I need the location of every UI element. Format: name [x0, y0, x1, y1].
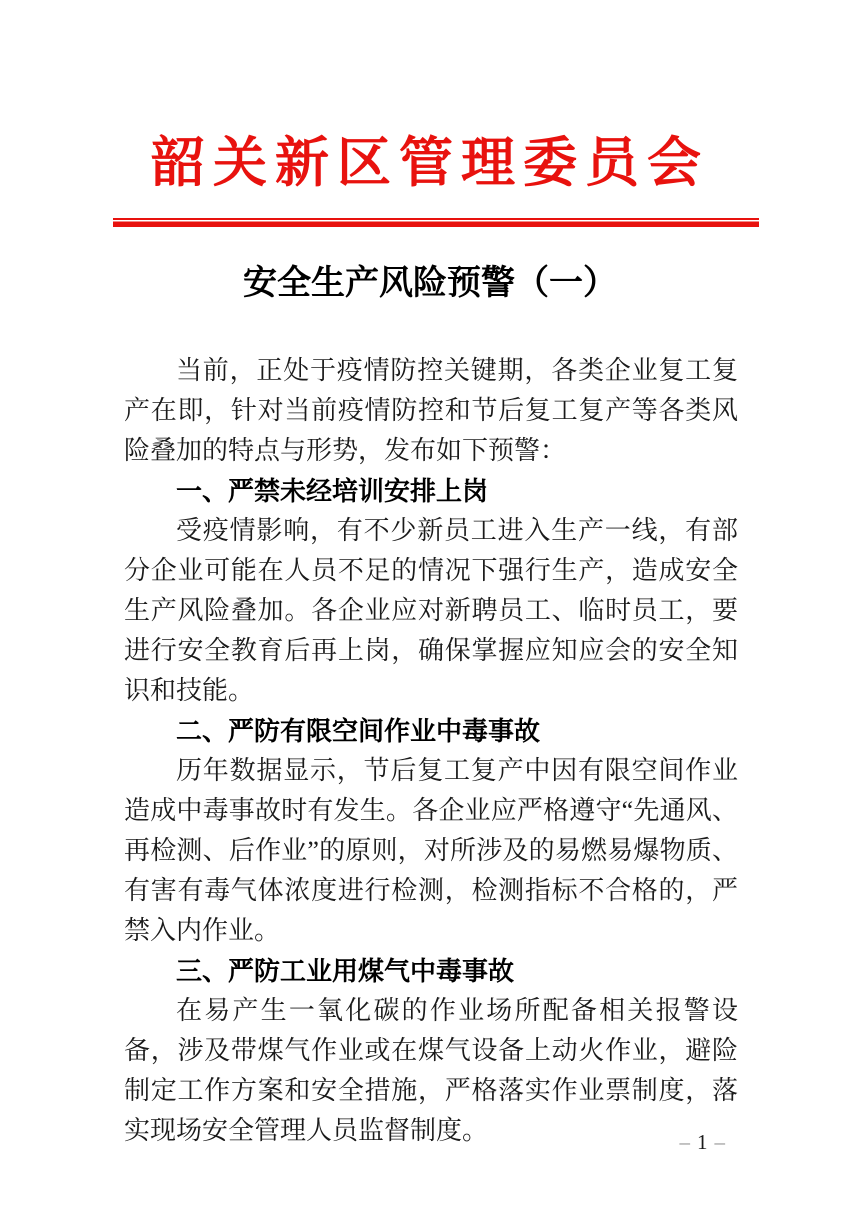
section-1-body: 受疫情影响，有不少新员工进入生产一线，有部分企业可能在人员不足的情况下强行生产，造成安全生产风险叠加。各企业应对新聘员工、临时员工，要进行安全教育后再上岗，确保掌握应知应会的安全知识和技能。	[124, 516, 738, 705]
section-2-body: 历年数据显示，节后复工复产中因有限空间作业造成中毒事故时有发生。各企业应严格遵守“先通风、再检测、后作业”的原则，对所涉及的易燃易爆物质、有害有毒气体浓度进行检测，检测指标不合格的，严禁入内作业。	[124, 756, 738, 945]
letterhead-title: 韶关新区管理委员会	[151, 133, 709, 193]
document-title: 安全生产风险预警（一）	[243, 265, 617, 302]
section-3-body: 在易产生一氧化碳的作业场所配备相关报警设备，涉及带煤气作业或在煤气设备上动火作业，避险制定工作方案和安全措施，严格落实作业票制度，落实现场安全管理人员监督制度。	[124, 996, 738, 1145]
section-1-heading: 一、严禁未经培训安排上岗	[176, 476, 489, 506]
section-3-heading: 三、严防工业用煤气中毒事故	[176, 956, 515, 986]
intro-paragraph: 当前，正处于疫情防控关键期，各类企业复工复产在即，针对当前疫情防控和节后复工复产等各类风险叠加的特点与形势，发布如下预警：	[124, 356, 738, 465]
page-number-value: 1	[697, 1130, 708, 1154]
page-number-dash-left: –	[679, 1130, 690, 1154]
document-body	[124, 351, 738, 1151]
section-2-heading: 二、严防有限空间作业中毒事故	[176, 716, 541, 746]
page-number-dash-right: –	[714, 1130, 725, 1154]
page-number	[673, 1130, 733, 1154]
letterhead-divider	[113, 218, 759, 227]
